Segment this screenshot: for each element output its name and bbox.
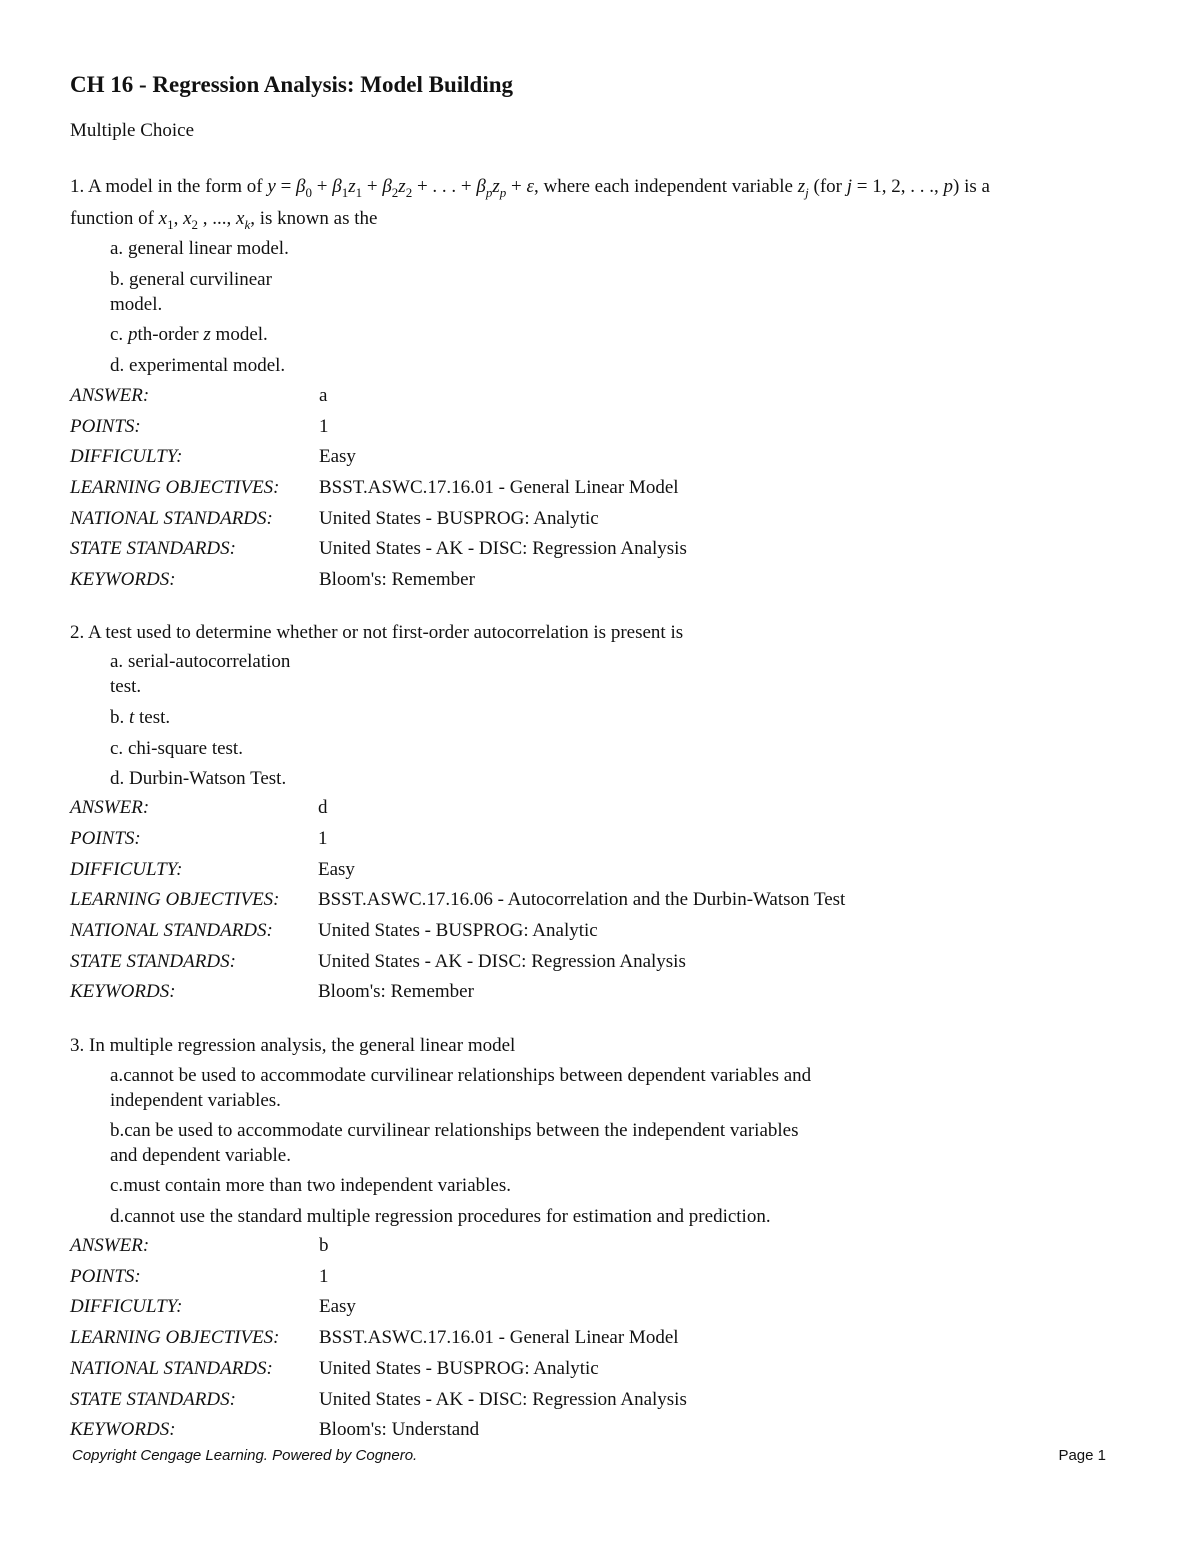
question-1-keywords-label: KEYWORDS:: [70, 569, 176, 590]
footer-page-number: Page 1: [1058, 1447, 1106, 1464]
question-2-stem-text: A test used to determine whether or not first-order autocorrelation is present is: [87, 622, 684, 643]
option-text: serial-autocorrelation test.: [110, 651, 291, 697]
question-1-difficulty: Easy: [319, 446, 356, 467]
question-1-keywords: Bloom's: Remember: [319, 569, 475, 590]
question-2-number: 2.: [70, 622, 85, 643]
question-1-number: 1.: [70, 176, 85, 197]
option-letter: b.: [110, 707, 125, 728]
option-letter: b.: [110, 1120, 125, 1141]
question-1-jrange-render: j = 1, 2, . . ., p: [846, 176, 953, 197]
question-3-national: United States - BUSPROG: Analytic: [319, 1358, 599, 1379]
option-text: test.: [134, 707, 171, 728]
question-3-keywords: Bloom's: Understand: [319, 1419, 480, 1440]
question-1-stem-text-c: (for: [808, 176, 847, 197]
option-text: must contain more than two independent variables.: [123, 1175, 511, 1196]
option-letter: a.: [110, 651, 124, 672]
question-1-stem-text-f: , is known as the: [250, 208, 378, 229]
option-text: th-order: [137, 324, 204, 345]
question-3-option-c[interactable]: [110, 1173, 885, 1198]
question-1-zj-render: $z_j$: [797, 176, 809, 200]
question-1-objectives: BSST.ASWC.17.16.01 - General Linear Model: [319, 477, 679, 498]
question-3-answer-label: ANSWER:: [70, 1235, 150, 1256]
question-1-equation-render: $y = \beta_0 + \beta_1z_1 + \beta_2z_2$ + . . . + $\beta_pz_p + \varepsilon$: [267, 176, 534, 200]
question-3-objectives-label: LEARNING OBJECTIVES:: [70, 1327, 280, 1348]
question-1-option-b[interactable]: [110, 267, 310, 317]
option-text: model.: [210, 324, 268, 345]
question-2-option-b[interactable]: [110, 705, 320, 730]
question-3-difficulty: Easy: [319, 1296, 356, 1317]
question-2-difficulty: Easy: [318, 859, 355, 880]
question-1-national-label: NATIONAL STANDARDS:: [70, 508, 273, 529]
question-3-option-b[interactable]: [110, 1118, 820, 1168]
question-2-keywords: Bloom's: Remember: [318, 981, 474, 1002]
option-letter: b.: [110, 269, 125, 290]
question-1-state-label: STATE STANDARDS:: [70, 538, 236, 559]
option-text: chi-square test.: [127, 738, 243, 759]
question-3-stem: [70, 1035, 515, 1058]
question-1-stem-text-a: A model in the form of: [87, 176, 268, 197]
question-1-stem-text-e: function of: [70, 208, 159, 229]
question-2-option-a[interactable]: [110, 649, 320, 699]
question-1-state: United States - AK - DISC: Regression Analysis: [319, 538, 687, 559]
question-1-points: 1: [319, 416, 329, 437]
question-1-difficulty-label: DIFFICULTY:: [70, 446, 183, 467]
question-3-answer: b: [319, 1235, 329, 1256]
question-3-difficulty-label: DIFFICULTY:: [70, 1296, 183, 1317]
question-1-option-d[interactable]: [110, 353, 350, 378]
option-text: general curvilinear model.: [110, 269, 272, 315]
option-letter: d.: [110, 768, 125, 789]
question-3-stem-text: In multiple regression analysis, the general linear model: [89, 1035, 516, 1056]
question-1-stem-line-1: [70, 176, 990, 199]
question-1-xvars-render: $x_1$, $x_2$ , ..., $x_k$: [158, 208, 251, 232]
question-1-stem-text-d: ) is a: [953, 176, 990, 197]
question-2-objectives: BSST.ASWC.17.16.06 - Autocorrelation and the Durbin-Watson Test: [318, 889, 846, 910]
option-text: can be used to accommodate curvilinear relationships between the independent variables and dependent variable.: [110, 1120, 799, 1166]
question-2-answer-label: ANSWER:: [70, 797, 150, 818]
option-letter: a.: [110, 238, 124, 259]
question-1-stem-line-2: [70, 208, 377, 231]
option-text: cannot be used to accommodate curvilinear relationships between dependent variables and independent variables.: [110, 1065, 812, 1111]
question-2-national-label: NATIONAL STANDARDS:: [70, 920, 273, 941]
option-letter: d.: [110, 355, 125, 376]
question-2-points: 1: [318, 828, 328, 849]
option-text-italic: t: [129, 707, 135, 728]
question-2-objectives-label: LEARNING OBJECTIVES:: [70, 889, 280, 910]
option-text-italic: z: [203, 324, 211, 345]
footer-copyright: Copyright Cengage Learning. Powered by Cognero.: [72, 1447, 418, 1464]
question-3-state-label: STATE STANDARDS:: [70, 1389, 236, 1410]
option-letter: c.: [110, 324, 124, 345]
page-title: CH 16 - Regression Analysis: Model Building: [70, 72, 514, 97]
option-letter: a.: [110, 1065, 124, 1086]
question-1-national: United States - BUSPROG: Analytic: [319, 508, 599, 529]
question-1-stem-text-b: , where each independent variable: [533, 176, 798, 197]
question-2-answer: d: [318, 797, 328, 818]
question-1-option-c[interactable]: [110, 322, 350, 347]
question-2-state-label: STATE STANDARDS:: [70, 951, 236, 972]
section-heading: Multiple Choice: [70, 120, 195, 141]
question-1-objectives-label: LEARNING OBJECTIVES:: [70, 477, 280, 498]
question-3-state: United States - AK - DISC: Regression Analysis: [319, 1389, 687, 1410]
option-text: experimental model.: [129, 355, 286, 376]
question-3-option-d[interactable]: [110, 1204, 885, 1229]
question-2-option-c[interactable]: [110, 736, 320, 761]
option-text-italic: p: [127, 324, 138, 345]
option-text: Durbin-Watson Test.: [129, 768, 287, 789]
question-2-state: United States - AK - DISC: Regression Analysis: [318, 951, 686, 972]
question-1-answer-label: ANSWER:: [70, 385, 150, 406]
question-3-option-a[interactable]: [110, 1063, 885, 1113]
question-3-number: 3.: [70, 1035, 85, 1056]
question-2-national: United States - BUSPROG: Analytic: [318, 920, 598, 941]
question-1-answer: a: [319, 385, 328, 406]
question-2-keywords-label: KEYWORDS:: [70, 981, 176, 1002]
question-3-points-label: POINTS:: [70, 1266, 141, 1287]
option-letter: c.: [110, 1175, 124, 1196]
option-text: general linear model.: [127, 238, 289, 259]
question-1-points-label: POINTS:: [70, 416, 141, 437]
question-3-keywords-label: KEYWORDS:: [70, 1419, 176, 1440]
option-text: cannot use the standard multiple regression procedures for estimation and prediction.: [124, 1206, 771, 1227]
question-3-national-label: NATIONAL STANDARDS:: [70, 1358, 273, 1379]
question-2-points-label: POINTS:: [70, 828, 141, 849]
question-2-stem: [70, 622, 683, 645]
question-2-option-d[interactable]: [110, 766, 350, 791]
question-1-option-a[interactable]: [110, 236, 310, 261]
option-letter: c.: [110, 738, 124, 759]
question-3-points: 1: [319, 1266, 329, 1287]
question-3-objectives: BSST.ASWC.17.16.01 - General Linear Model: [319, 1327, 679, 1348]
question-2-difficulty-label: DIFFICULTY:: [70, 859, 183, 880]
option-letter: d.: [110, 1206, 125, 1227]
